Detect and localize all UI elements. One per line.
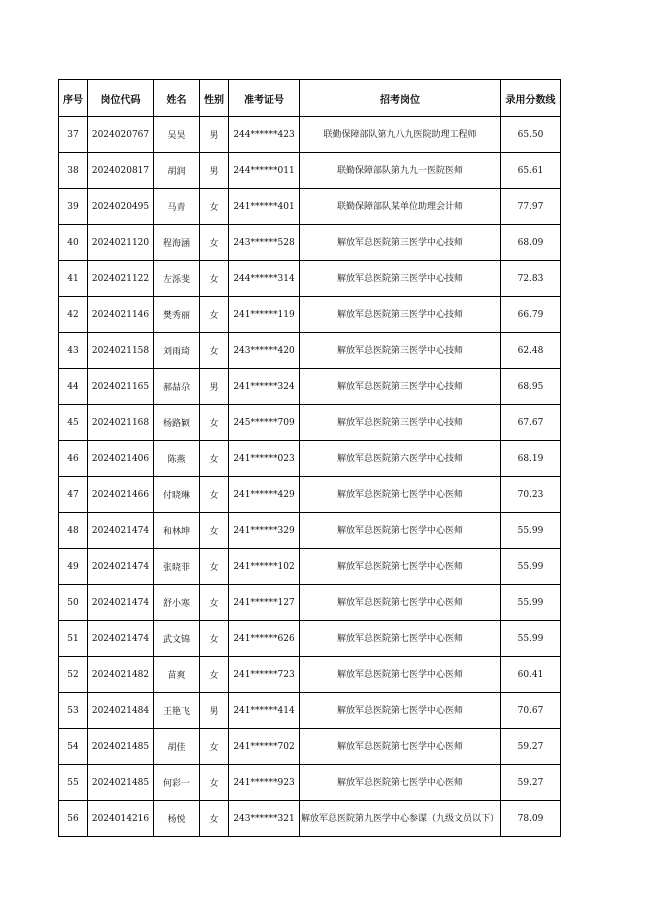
cell-gender: 女	[200, 441, 229, 477]
table-row	[59, 621, 561, 657]
cell-gender: 女	[200, 189, 229, 225]
cell-gender: 女	[200, 621, 229, 657]
cell-name: 樊秀丽	[154, 297, 200, 333]
cell-post: 解放军总医院第三医学中心技师	[300, 261, 501, 297]
cell-exam-id: 241******626	[229, 621, 300, 657]
cell-gender: 女	[200, 333, 229, 369]
table-row	[59, 441, 561, 477]
table-row	[59, 333, 561, 369]
cell-score: 65.50	[501, 117, 561, 153]
cell-exam-id: 244******011	[229, 153, 300, 189]
cell-post: 解放军总医院第三医学中心技师	[300, 225, 501, 261]
cell-exam-id: 243******321	[229, 801, 300, 837]
cell-post-code: 2024021122	[88, 261, 154, 297]
table-row	[59, 369, 561, 405]
table-row	[59, 225, 561, 261]
cell-index: 56	[59, 801, 88, 837]
cell-exam-id: 245******709	[229, 405, 300, 441]
cell-name: 程海涵	[154, 225, 200, 261]
cell-post: 解放军总医院第三医学中心技师	[300, 297, 501, 333]
cell-post-code: 2024021406	[88, 441, 154, 477]
cell-exam-id: 241******702	[229, 729, 300, 765]
cell-post: 解放军总医院第七医学中心医师	[300, 657, 501, 693]
table-row	[59, 297, 561, 333]
cell-post: 解放军总医院第三医学中心技师	[300, 333, 501, 369]
cell-index: 48	[59, 513, 88, 549]
cell-gender: 女	[200, 405, 229, 441]
cell-name: 王艳飞	[154, 693, 200, 729]
cell-name: 胡润	[154, 153, 200, 189]
cell-name: 杨路颖	[154, 405, 200, 441]
cell-post: 解放军总医院第七医学中心医师	[300, 513, 501, 549]
cell-index: 44	[59, 369, 88, 405]
cell-name: 刘雨琦	[154, 333, 200, 369]
cell-post-code: 2024014216	[88, 801, 154, 837]
cell-score: 70.67	[501, 693, 561, 729]
cell-score: 59.27	[501, 765, 561, 801]
cell-post-code: 2024020495	[88, 189, 154, 225]
table-row	[59, 729, 561, 765]
cell-index: 39	[59, 189, 88, 225]
table-row	[59, 189, 561, 225]
header-gender: 性别	[200, 80, 229, 117]
cell-name: 杨悦	[154, 801, 200, 837]
table-header-row	[59, 80, 561, 117]
cell-exam-id: 244******423	[229, 117, 300, 153]
cell-post: 解放军总医院第七医学中心医师	[300, 549, 501, 585]
cell-gender: 女	[200, 225, 229, 261]
cell-score: 55.99	[501, 621, 561, 657]
cell-gender: 女	[200, 297, 229, 333]
cell-index: 47	[59, 477, 88, 513]
cell-post-code: 2024021168	[88, 405, 154, 441]
cell-gender: 女	[200, 729, 229, 765]
cell-exam-id: 241******023	[229, 441, 300, 477]
cell-index: 53	[59, 693, 88, 729]
cell-gender: 男	[200, 153, 229, 189]
cell-post: 联勤保障部队第九八九医院助理工程师	[300, 117, 501, 153]
cell-post-code: 2024021484	[88, 693, 154, 729]
cell-gender: 女	[200, 513, 229, 549]
cell-post: 解放军总医院第七医学中心医师	[300, 729, 501, 765]
cell-gender: 女	[200, 657, 229, 693]
cell-index: 42	[59, 297, 88, 333]
cell-post-code: 2024021485	[88, 765, 154, 801]
header-post-code: 岗位代码	[88, 80, 154, 117]
cell-exam-id: 241******329	[229, 513, 300, 549]
cell-post-code: 2024021474	[88, 513, 154, 549]
cell-gender: 女	[200, 477, 229, 513]
cell-score: 68.95	[501, 369, 561, 405]
cell-score: 66.79	[501, 297, 561, 333]
cell-post-code: 2024021120	[88, 225, 154, 261]
cell-name: 马青	[154, 189, 200, 225]
table-row	[59, 657, 561, 693]
cell-post-code: 2024020767	[88, 117, 154, 153]
cell-name: 武文锦	[154, 621, 200, 657]
cell-exam-id: 241******127	[229, 585, 300, 621]
table-row	[59, 153, 561, 189]
table-row	[59, 765, 561, 801]
cell-index: 41	[59, 261, 88, 297]
results-table	[58, 79, 561, 837]
cell-post-code: 2024020817	[88, 153, 154, 189]
cell-name: 舒小寒	[154, 585, 200, 621]
cell-index: 45	[59, 405, 88, 441]
cell-index: 46	[59, 441, 88, 477]
table-row	[59, 117, 561, 153]
cell-name: 苗爽	[154, 657, 200, 693]
table-row	[59, 693, 561, 729]
cell-post-code: 2024021482	[88, 657, 154, 693]
cell-post: 解放军总医院第七医学中心医师	[300, 621, 501, 657]
cell-post: 解放军总医院第三医学中心技师	[300, 405, 501, 441]
cell-index: 52	[59, 657, 88, 693]
cell-name: 胡佳	[154, 729, 200, 765]
table-row	[59, 801, 561, 837]
cell-score: 55.99	[501, 549, 561, 585]
cell-index: 50	[59, 585, 88, 621]
cell-exam-id: 241******324	[229, 369, 300, 405]
cell-score: 78.09	[501, 801, 561, 837]
cell-score: 60.41	[501, 657, 561, 693]
header-name: 姓名	[154, 80, 200, 117]
cell-post-code: 2024021485	[88, 729, 154, 765]
cell-post-code: 2024021474	[88, 549, 154, 585]
cell-name: 和林坤	[154, 513, 200, 549]
cell-post: 解放军总医院第三医学中心技师	[300, 369, 501, 405]
cell-post: 解放军总医院第七医学中心医师	[300, 765, 501, 801]
cell-name: 何彩一	[154, 765, 200, 801]
cell-score: 68.09	[501, 225, 561, 261]
cell-index: 38	[59, 153, 88, 189]
cell-gender: 女	[200, 801, 229, 837]
cell-score: 67.67	[501, 405, 561, 441]
cell-gender: 男	[200, 693, 229, 729]
header-post: 招考岗位	[300, 80, 501, 117]
table-row	[59, 513, 561, 549]
table-row	[59, 549, 561, 585]
cell-gender: 女	[200, 765, 229, 801]
cell-index: 49	[59, 549, 88, 585]
cell-exam-id: 241******723	[229, 657, 300, 693]
cell-name: 吴昊	[154, 117, 200, 153]
header-exam-id: 准考证号	[229, 80, 300, 117]
cell-post: 联勤保障部队第九九一医院医师	[300, 153, 501, 189]
cell-post-code: 2024021165	[88, 369, 154, 405]
cell-post: 解放军总医院第九医学中心参谋（九级文员以下）	[300, 801, 501, 837]
cell-index: 40	[59, 225, 88, 261]
cell-gender: 女	[200, 549, 229, 585]
cell-exam-id: 241******119	[229, 297, 300, 333]
cell-gender: 男	[200, 369, 229, 405]
cell-score: 65.61	[501, 153, 561, 189]
cell-score: 59.27	[501, 729, 561, 765]
cell-post-code: 2024021146	[88, 297, 154, 333]
cell-name: 付晓琳	[154, 477, 200, 513]
table-row	[59, 585, 561, 621]
cell-index: 51	[59, 621, 88, 657]
cell-post-code: 2024021474	[88, 585, 154, 621]
cell-name: 陈燕	[154, 441, 200, 477]
cell-gender: 男	[200, 117, 229, 153]
cell-post: 解放军总医院第七医学中心医师	[300, 693, 501, 729]
cell-exam-id: 241******102	[229, 549, 300, 585]
cell-index: 43	[59, 333, 88, 369]
cell-exam-id: 244******314	[229, 261, 300, 297]
cell-score: 62.48	[501, 333, 561, 369]
cell-post-code: 2024021474	[88, 621, 154, 657]
header-index: 序号	[59, 80, 88, 117]
cell-post-code: 2024021158	[88, 333, 154, 369]
cell-score: 55.99	[501, 513, 561, 549]
cell-name: 张晓菲	[154, 549, 200, 585]
cell-exam-id: 241******923	[229, 765, 300, 801]
cell-score: 70.23	[501, 477, 561, 513]
cell-name: 左泺斐	[154, 261, 200, 297]
cell-score: 68.19	[501, 441, 561, 477]
cell-name: 郝喆尕	[154, 369, 200, 405]
cell-exam-id: 243******528	[229, 225, 300, 261]
cell-exam-id: 241******414	[229, 693, 300, 729]
cell-post-code: 2024021466	[88, 477, 154, 513]
cell-post: 解放军总医院第七医学中心医师	[300, 477, 501, 513]
cell-post: 解放军总医院第七医学中心医师	[300, 585, 501, 621]
table-row	[59, 261, 561, 297]
cell-score: 77.97	[501, 189, 561, 225]
cell-gender: 女	[200, 585, 229, 621]
cell-exam-id: 243******420	[229, 333, 300, 369]
cell-index: 55	[59, 765, 88, 801]
header-score: 录用分数线	[501, 80, 561, 117]
cell-score: 72.83	[501, 261, 561, 297]
cell-score: 55.99	[501, 585, 561, 621]
cell-index: 37	[59, 117, 88, 153]
cell-gender: 女	[200, 261, 229, 297]
cell-index: 54	[59, 729, 88, 765]
cell-exam-id: 241******429	[229, 477, 300, 513]
table-row	[59, 405, 561, 441]
cell-post: 解放军总医院第六医学中心技师	[300, 441, 501, 477]
cell-exam-id: 241******401	[229, 189, 300, 225]
table-row	[59, 477, 561, 513]
cell-post: 联勤保障部队某单位助理会计师	[300, 189, 501, 225]
